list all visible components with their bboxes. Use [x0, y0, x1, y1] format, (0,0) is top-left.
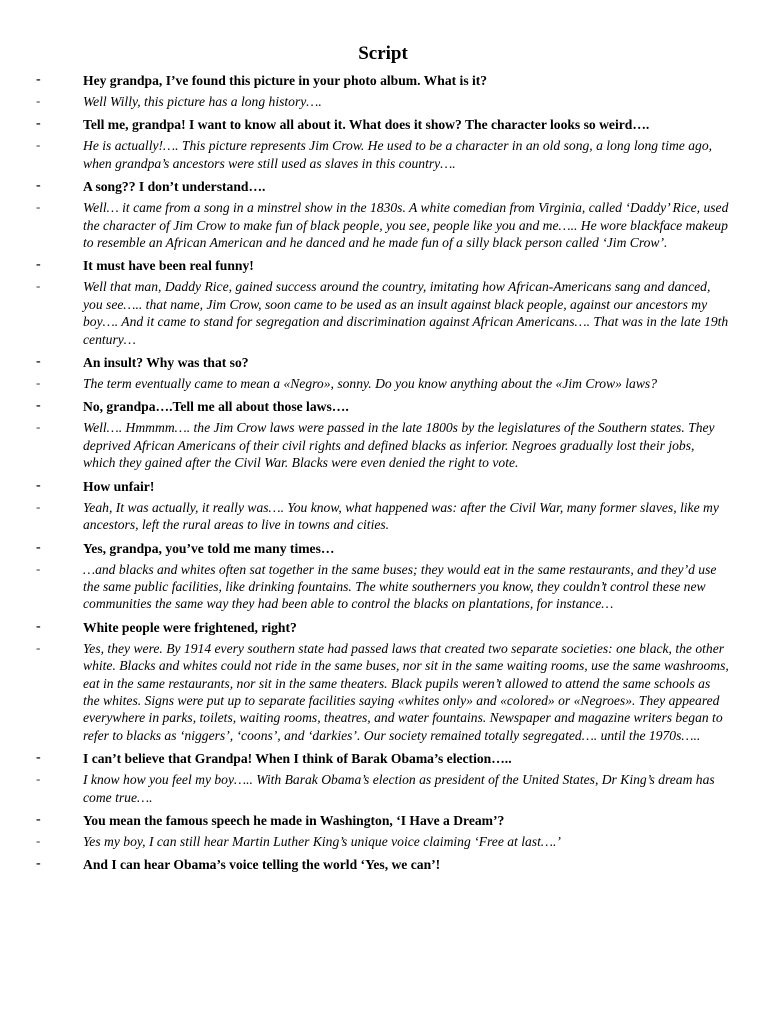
question-text: An insult? Why was that so?	[83, 355, 249, 371]
answer-text: He is actually!…. This picture represents Jim Crow. He used to be a character in an old song, a long long time ago, when grandpa’s ancestors were still used as slaves in this country….	[83, 138, 713, 171]
question-line	[36, 619, 730, 637]
question-line	[36, 750, 730, 768]
question-line	[36, 398, 730, 416]
answer-text: Well… it came from a song in a minstrel show in the 1830s. A white comedian from Virginia, called ‘Daddy’ Rice, used the character of Jim Crow to make fun of black people, you see, people like you and me….. He wore blackface makeup to resemble an African American and he danced and he made fun of a silly black person called ‘Jim Crow’.	[83, 200, 729, 251]
answer-line	[36, 771, 730, 806]
answer-text: Yes, they were. By 1914 every southern state had passed laws that created two separate societies: one black, the other white. Blacks and whites could not ride in the same buses, nor sit in the same waiting rooms, use the same washrooms, eat in the same restaurants, nor sit in the same theaters. Black pupils weren’t allowed to attend the same schools as the whites. Signs were put up to separate facilities saying «whites only» and «colored» or «Negroes». They appeared everywhere in parks, toilets, waiting rooms, theatres, and water fountains. Newspaper and magazine writers began to refer to blacks as ‘niggers’, ‘coons’, and ‘darkies’. Our society remained totally segregated…. until the 1970s…..	[83, 640, 729, 743]
bullet-dash: -	[36, 375, 41, 391]
question-line	[36, 354, 730, 372]
question-line	[36, 478, 730, 496]
question-text: I can’t believe that Grandpa! When I think of Barak Obama’s election…..	[83, 751, 512, 767]
bullet-dash: -	[36, 539, 41, 555]
question-text: Yes, grandpa, you’ve told me many times…	[83, 540, 335, 556]
bullet-dash: -	[36, 771, 41, 787]
question-line	[36, 856, 730, 874]
bullet-dash: -	[36, 398, 41, 414]
answer-text: Well Willy, this picture has a long history….	[83, 94, 322, 109]
bullet-dash: -	[36, 93, 41, 108]
answer-text: …and blacks and whites often sat together in the same buses; they would eat in the same restaurants, and they’d use the same public facilities, like drinking fountains. The white southerners you know, they couldn’t control these new communities the same way they had been able to control the blacks on plantations, for instance…	[83, 561, 717, 612]
bullet-dash: -	[36, 811, 41, 827]
answer-line	[36, 561, 730, 613]
answer-line	[36, 278, 730, 348]
bullet-dash: -	[36, 354, 41, 370]
answer-line	[36, 640, 730, 744]
answer-text: The term eventually came to mean a «Negro», sonny. Do you know anything about the «Jim Crow» laws?	[83, 376, 658, 392]
question-line	[36, 178, 730, 196]
bullet-dash: -	[36, 116, 41, 132]
question-line	[36, 72, 730, 90]
bullet-dash: -	[36, 750, 41, 766]
question-text: Hey grandpa, I’ve found this picture in your photo album. What is it?	[83, 73, 488, 88]
bullet-dash: -	[36, 178, 41, 194]
answer-text: Well…. Hmmmm…. the Jim Crow laws were passed in the late 1800s by the legislatures of the Southern states. They deprived African Americans of their civil rights and defined blacks as inferior. Negroes gradually lost their jobs, which they gained after the Civil War. Blacks were even denied the right to vote.	[83, 420, 715, 471]
answer-text: Yes my boy, I can still hear Martin Luther King’s unique voice claiming ‘Free at last….’	[83, 833, 561, 849]
bullet-dash: -	[36, 278, 41, 294]
question-text: And I can hear Obama’s voice telling the world ‘Yes, we can’!	[83, 857, 441, 873]
question-text: No, grandpa….Tell me all about those laws….	[83, 399, 349, 415]
question-text: A song?? I don’t understand….	[83, 179, 266, 195]
bullet-dash: -	[36, 419, 41, 435]
answer-text: I know how you feel my boy….. With Barak Obama’s election as president of the United States, Dr King’s dream has come true….	[83, 772, 715, 805]
question-text: White people were frightened, right?	[83, 619, 297, 635]
answer-text: Yeah, It was actually, it really was…. You know, what happened was: after the Civil War, many former slaves, like my ancestors, left the rural areas to live in towns and cities.	[83, 499, 719, 533]
question-line	[36, 116, 730, 134]
bullet-dash: -	[36, 618, 41, 634]
answer-text: Well that man, Daddy Rice, gained success around the country, imitating how African-Americans sang and danced, you see….. that name, Jim Crow, soon came to be used as an insult against black people, against our ancestors my boy…. And it came to stand for segregation and discrimination against African Americans…. That was in the late 19th century…	[83, 279, 729, 347]
question-line	[36, 540, 730, 558]
bullet-dash: -	[36, 639, 41, 655]
question-text: You mean the famous speech he made in Washington, ‘I Have a Dream’?	[83, 812, 505, 828]
answer-line	[36, 93, 730, 110]
answer-line	[36, 499, 730, 534]
bullet-dash: -	[36, 560, 41, 576]
answer-line	[36, 137, 730, 172]
dialogue-list	[36, 72, 730, 874]
bullet-dash: -	[36, 257, 41, 273]
answer-line	[36, 419, 730, 471]
bullet-dash: -	[36, 137, 41, 153]
answer-line	[36, 375, 730, 392]
question-text: It must have been real funny!	[83, 258, 254, 274]
bullet-dash: -	[36, 498, 41, 514]
bullet-dash: -	[36, 832, 41, 848]
question-text: Tell me, grandpa! I want to know all about it. What does it show? The character looks so weird….	[83, 117, 650, 133]
answer-line	[36, 833, 730, 850]
answer-line	[36, 199, 730, 251]
question-text: How unfair!	[83, 478, 155, 494]
bullet-dash: -	[36, 856, 41, 872]
question-line	[36, 812, 730, 830]
page-title: Script	[358, 43, 408, 64]
bullet-dash: -	[36, 199, 41, 215]
bullet-dash: -	[36, 477, 41, 493]
bullet-dash: -	[36, 72, 41, 87]
question-line	[36, 257, 730, 275]
